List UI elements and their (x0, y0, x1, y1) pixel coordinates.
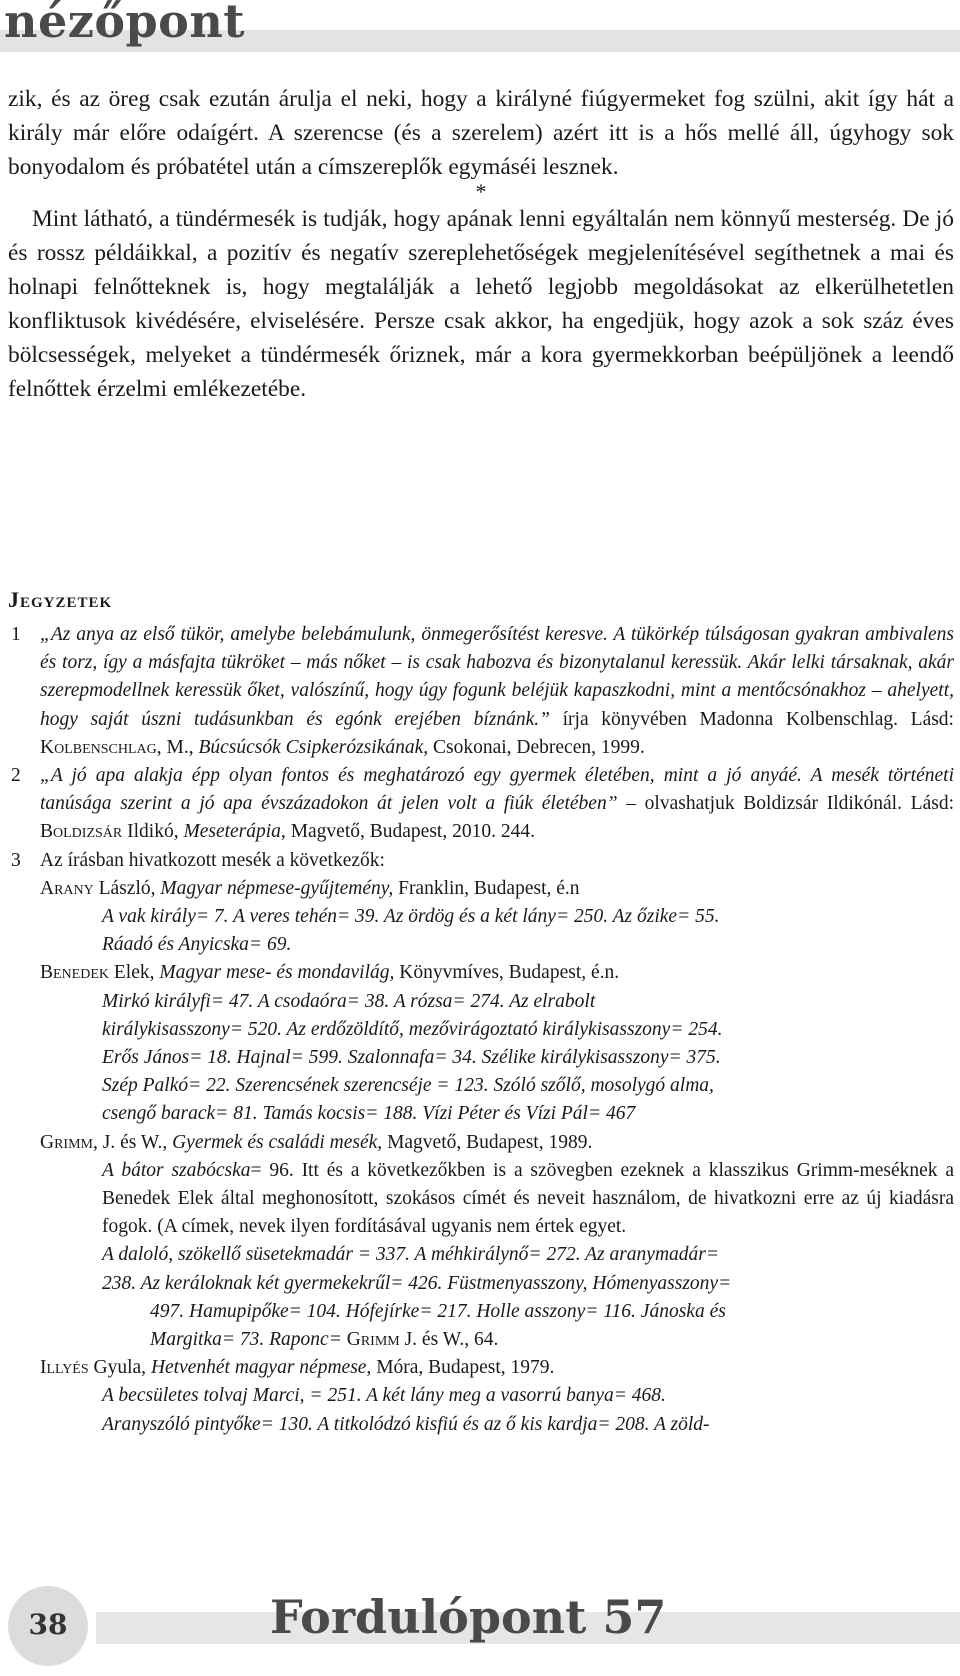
note-title: Búcsúcsók Csipkerózsikának, (198, 736, 429, 758)
note-text: , M., (156, 736, 199, 758)
tale-list-line: A becsületes tolvaj Marci, = 251. A két lány meg a vasorrú banya= 468. (102, 1385, 666, 1407)
source-benedek (40, 959, 954, 987)
tale-list-paragraph (40, 1157, 954, 1242)
note-number: 1 (11, 624, 21, 645)
tale-list-line: Aranyszóló pintyőke= 130. A titkolódzó kisfiú és az ő kis kardja= 208. A zöld- (102, 1413, 710, 1435)
source-text: Elek, (109, 962, 160, 984)
note-1 (8, 621, 954, 762)
source-publisher: Franklin, Budapest, é.n (393, 877, 580, 899)
paragraph: zik, és az öreg csak ezután árulja el neki, hogy a királyné fiúgyermeket fog szülni, akit így hát a király már előre odaígért. A szerencse (és a szerelem) azért itt is a hős mellé áll, úgyhogy sok bonyodalom és próbatétel után a címszereplők egymáséi lesznek. (8, 86, 954, 180)
source-author: Arany (40, 877, 94, 899)
page-footer (0, 1582, 960, 1676)
source-grimm (40, 1129, 954, 1157)
note-author: Kolbenschlag (40, 736, 157, 758)
note-text: Ildikó, (122, 821, 184, 843)
tale-text: J. és W., 64. (399, 1329, 499, 1351)
note-number: 2 (11, 765, 21, 787)
tale-list-line: csengő barack= 81. Tamás kocsis= 188. Vízi Péter és Vízi Pál= 467 (102, 1103, 636, 1125)
note-intro: Az írásban hivatkozott mesék a következők: (40, 849, 385, 871)
tale-list-line: A vak király= 7. A veres tehén= 39. Az ördög és a két lány= 250. Az őzike= 55. (102, 906, 720, 928)
note-text: Csokonai, Debrecen, 1999. (428, 736, 645, 758)
source-title: Gyermek és családi mesék, (172, 1131, 383, 1153)
page-header (0, 0, 960, 58)
source-publisher: Magvető, Budapest, 1989. (382, 1131, 593, 1153)
article-body (8, 82, 954, 406)
section-title: nézőpont (4, 0, 246, 48)
tale-list-line: A daloló, szökellő süsetekmadár = 337. A méhkirálynő= 272. Az aranymadár= (102, 1244, 720, 1266)
note-author: Boldizsár (40, 821, 123, 843)
source-text: Gyula, (88, 1357, 151, 1379)
tale-list-line: 238. Az keráloknak két gyermekekrűl= 426. Füstmenyasszony, Hómenyasszony= (102, 1272, 732, 1294)
note-3 (8, 847, 954, 1439)
tale-list-line (40, 1326, 954, 1354)
tale-list-line: Ráadó és Anyicska= 69. (102, 934, 292, 956)
note-text: – olvashatjuk Boldizsár Ildikónál. Lásd: (617, 793, 954, 815)
tale-list-line: királykisasszony= 520. Az erdőzöldítő, mezővirágoztató királykisasszony= 254. (102, 1018, 723, 1040)
source-title: Magyar mese- és mondavilág, (159, 962, 395, 984)
note-number: 3 (11, 849, 21, 871)
note-quote: „A jó apa alakja épp olyan fontos és meghatározó egy gyermek életében, mint a jó anyáé. A mesék történeti tanúsága szerint a jó apa évszázadokon át jelen volt a fiúk életében” (40, 765, 954, 815)
source-author: Benedek (40, 962, 109, 984)
note-text: írja könyvében Madonna Kolbenschlag. Lásd: (549, 708, 954, 730)
tale-text: = 96. Itt és a következőkben is a szövegben ezeknek a klasszikus Grimm-meséknek a Benedek Elek által meghonosított, szokásos címét és neveit használom, de hivatkozni erre az új kiadásra fogok. (A címek, nevek ilyen fordításával ugyanis nem értek egyet. (102, 1159, 954, 1238)
tale-list-line: Szép Palkó= 22. Szerencsének szerencséje = 123. Szóló szőlő, mosolygó alma, (102, 1075, 714, 1097)
source-author: Grimm (40, 1131, 93, 1153)
tale-list-line: Mirkó királyfi= 47. A csodaóra= 38. A rózsa= 274. Az elrabolt (102, 990, 596, 1012)
note-2 (8, 762, 954, 847)
tale-list-line: Erős János= 18. Hajnal= 599. Szalonnafa= 34. Szélike királykisasszony= 375. (102, 1047, 721, 1069)
tale-list-line: 497. Hamupipőke= 104. Hófejírke= 217. Holle asszony= 116. Jánoska és (150, 1300, 726, 1322)
page-number: 38 (28, 1608, 68, 1641)
source-text: László, (93, 877, 161, 899)
source-title: Hetvenhét magyar népmese, (150, 1357, 372, 1379)
notes-section (8, 572, 954, 1439)
notes-heading: Jegyzetek (8, 587, 113, 612)
note-text: Magvető, Budapest, 2010. 244. (285, 821, 535, 843)
source-author: Grimm (346, 1329, 400, 1351)
journal-title: Fordulópont 57 (270, 1590, 667, 1644)
source-author: Illyés (40, 1357, 89, 1379)
tale-text: Margitka= 73. Raponc= (150, 1329, 347, 1351)
paragraph: Mint látható, a tündérmesék is tudják, hogy apának lenni egyáltalán nem könnyű mesterség. De jó és rossz példáikkal, a pozitív és negatív szereplehetőségek megjelenítésével segíthetnek a mai és holnapi felnőtteknek is, hogy megtalálják a lehető legjobb megoldásokat az elkerülhetetlen konfliktusok kivédésére, elviselésére. Persze csak akkor, ha engedjük, hogy azok a sok száz éves bölcsességek, melyeket a tündérmesék őriznek, már a kora gyermekkorban beépüljönek a leendő felnőttek érzelmi emlékezetébe. (8, 206, 954, 402)
source-publisher: Könyvmíves, Budapest, é.n. (394, 962, 620, 984)
tale-title: A bátor szabócska (102, 1159, 251, 1181)
source-title: Magyar népmese-gyűjtemény, (160, 877, 394, 899)
source-text: , J. és W., (92, 1131, 173, 1153)
source-arany (40, 875, 954, 903)
source-publisher: Móra, Budapest, 1979. (371, 1357, 555, 1379)
source-illyes (40, 1354, 954, 1382)
note-quote: „Az anya az első tükör, amelybe belebámulunk, önmegerősítést keresve. A tükörkép túlságosan gyakran ambivalens és torz, így a másfajta tükröket – más nőket – is csak habozva és bizonytalanul keressük. Akár lelki társaknak, akár szerepmodellnek keressük őket, valószínű, hogy úgy fogunk beléjük kapaszkodni, mint a mentőcsónakhoz – ahelyett, hogy saját úszni tudásunkban és egónk erejében bíznánk.” (40, 624, 954, 730)
section-separator: * (475, 179, 487, 204)
note-title: Meseterápia, (183, 821, 286, 843)
